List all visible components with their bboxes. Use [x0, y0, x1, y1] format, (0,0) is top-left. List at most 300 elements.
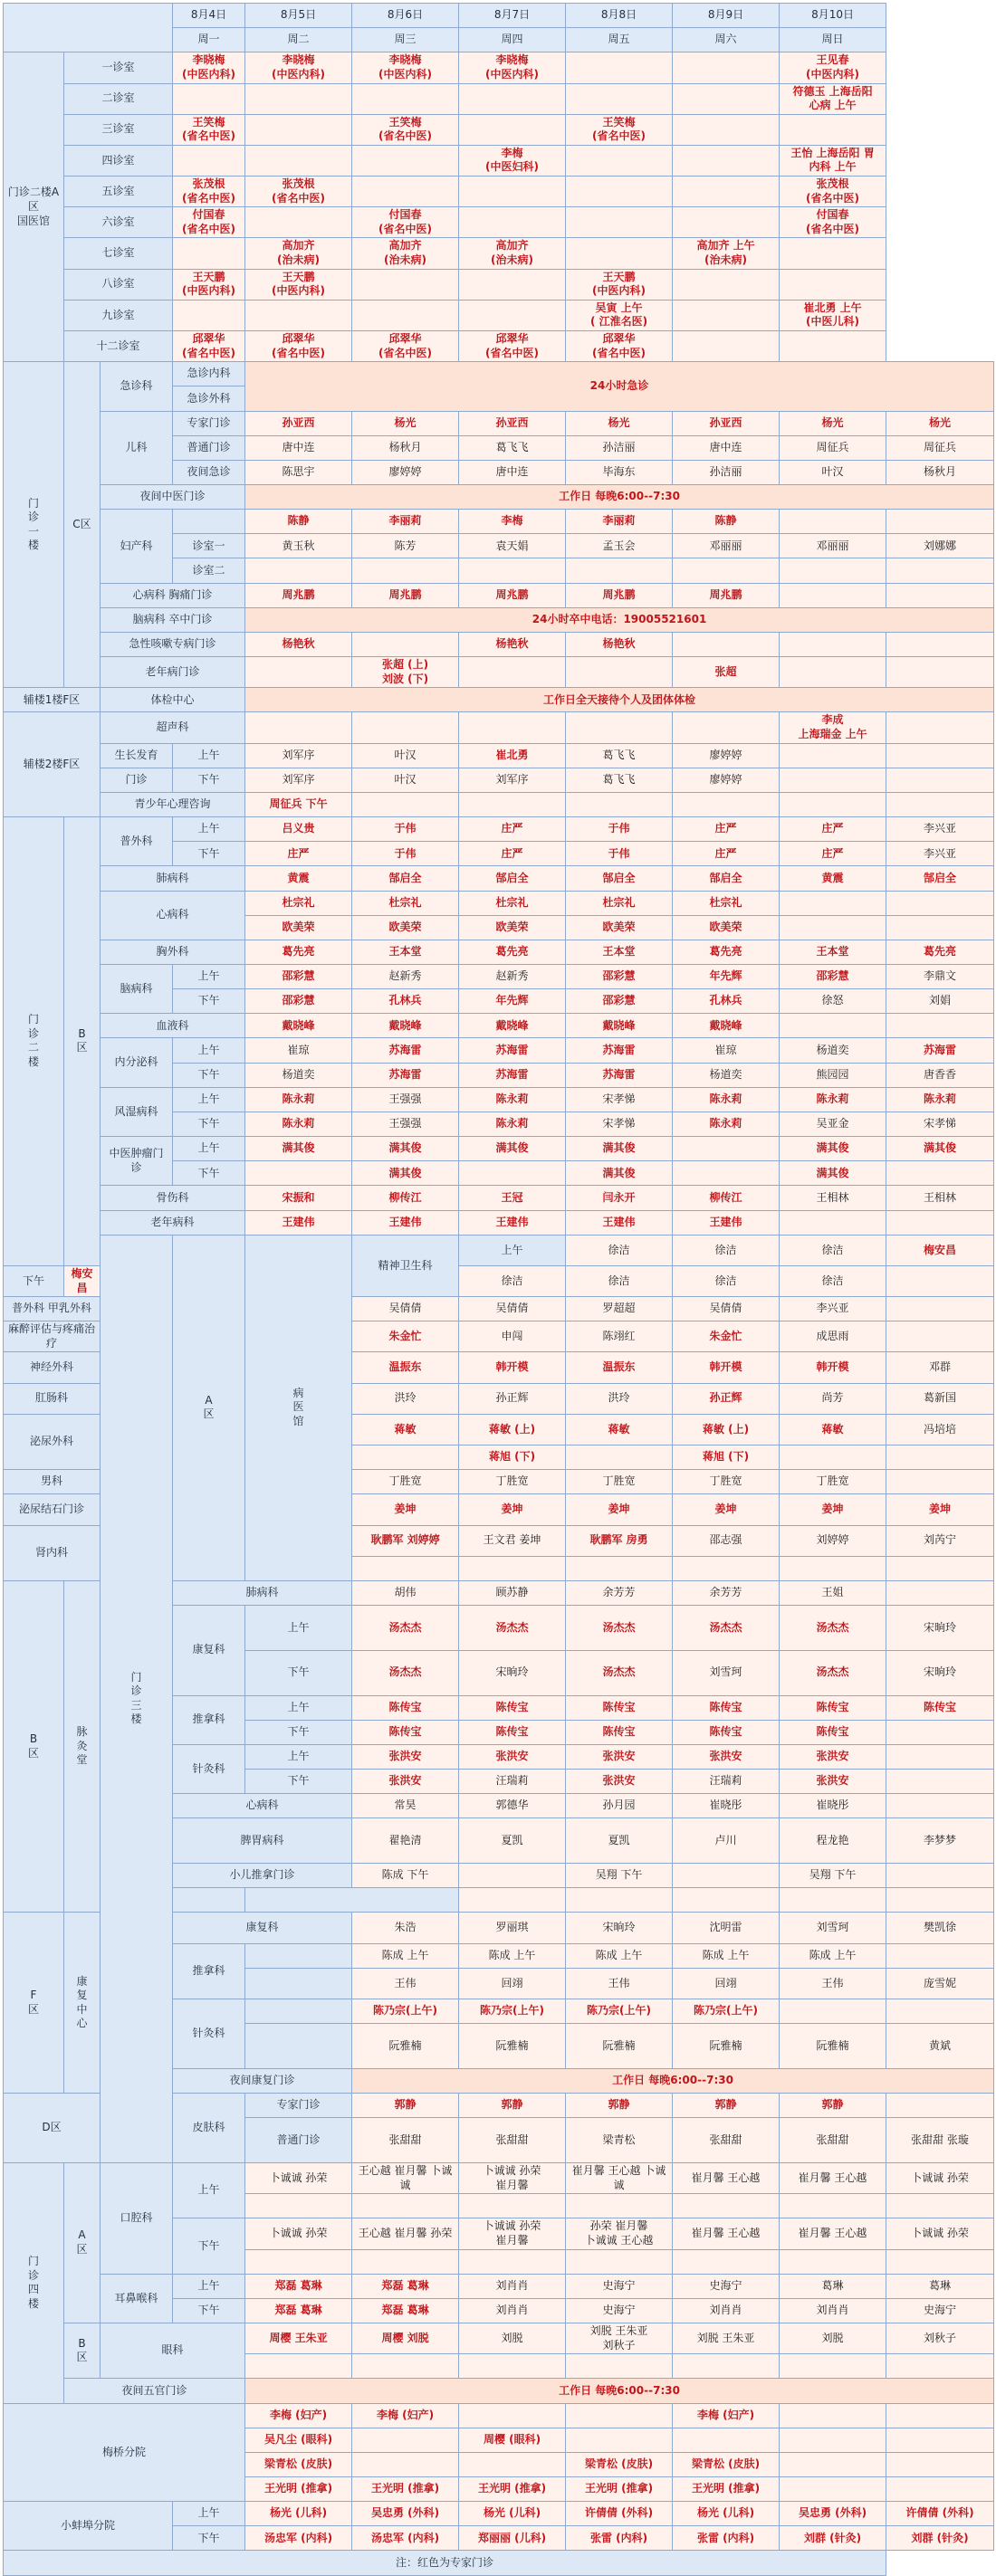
schedule-cell: 余芳芳 [566, 1580, 673, 1605]
schedule-cell [780, 891, 886, 915]
schedule-cell [245, 83, 352, 114]
schedule-cell: 王光明 (推拿) [352, 2476, 459, 2501]
schedule-cell [673, 1556, 780, 1580]
schedule-cell: 于伟 [566, 842, 673, 866]
schedule-cell: 袁天娟 [459, 534, 566, 558]
schedule-cell: 邵彩慧 [566, 965, 673, 989]
schedule-cell: 陈静 [245, 510, 352, 534]
schedule-cell: 邱翠华 (省名中医) [566, 331, 673, 362]
table-row [4, 607, 994, 632]
table-row [4, 891, 994, 915]
department-label-cell: 超声科 [101, 712, 245, 743]
schedule-cell: 王文君 姜坤 [459, 1525, 566, 1556]
department-label-cell: 上午 [173, 743, 245, 768]
schedule-cell [886, 1864, 994, 1888]
schedule-cell [459, 1888, 566, 1913]
schedule-cell: 卢川 [673, 1818, 780, 1864]
schedule-cell: 蒋敏 [780, 1414, 886, 1445]
schedule-cell: 欧美荣 [566, 915, 673, 940]
schedule-cell: 郑磊 葛琳 [245, 2274, 352, 2298]
schedule-cell: 丁胜宽 [459, 1470, 566, 1494]
schedule-cell: 王姐 [780, 1580, 886, 1605]
department-label-cell: 男科 [4, 1470, 101, 1494]
schedule-cell: 韩开模 [459, 1352, 566, 1383]
schedule-cell: 24小时急诊 [245, 362, 994, 411]
schedule-cell: 刘群 (针灸) [886, 2526, 994, 2551]
schedule-cell: 王笑梅 (省名中医) [173, 114, 245, 145]
schedule-cell [245, 207, 352, 238]
schedule-cell: 张洪安 [352, 1770, 459, 1794]
schedule-cell: 戴晓峰 [352, 1014, 459, 1038]
schedule-cell: 刘秋子 [886, 2323, 994, 2354]
schedule-cell [780, 2428, 886, 2452]
schedule-cell [245, 2354, 352, 2379]
department-label-cell: 小蚌埠分院 [4, 2502, 173, 2551]
schedule-cell: 陈永莉 [245, 1111, 352, 1136]
schedule-cell: 苏海雷 [352, 1063, 459, 1087]
department-label-cell: 门诊 [101, 768, 173, 792]
department-label-cell: 夜间中医门诊 [101, 484, 245, 509]
schedule-cell [566, 657, 673, 688]
schedule-cell [886, 1556, 994, 1580]
schedule-cell [566, 2428, 673, 2452]
department-label-cell: 七诊室 [64, 238, 173, 269]
schedule-cell: 王天鹏 (中医内科) [245, 269, 352, 300]
schedule-cell: 杨艳秋 [459, 632, 566, 656]
schedule-cell [352, 177, 459, 207]
schedule-cell [352, 269, 459, 300]
schedule-cell: 孙月园 [566, 1794, 673, 1818]
department-label-cell: 上午 [173, 2274, 245, 2298]
department-label-cell [173, 510, 245, 534]
schedule-cell [673, 1888, 780, 1913]
department-label-cell: 上午 [173, 1087, 245, 1111]
schedule-cell: 杨秋月 [886, 460, 994, 484]
schedule-cell: 张洪安 [459, 1744, 566, 1769]
department-label-cell: 泌尿外科 [4, 1414, 101, 1469]
table-row [4, 1087, 994, 1111]
department-label-cell: 上午 [173, 817, 245, 842]
schedule-cell [886, 891, 994, 915]
schedule-cell [673, 177, 780, 207]
department-label-cell: 门 诊 一 楼 [4, 362, 64, 688]
schedule-cell: 满其俊 [886, 1137, 994, 1161]
schedule-cell: 李兴亚 [780, 1297, 886, 1321]
table-row [4, 300, 994, 330]
table-row [4, 331, 994, 362]
schedule-cell: 柳传江 [673, 1186, 780, 1210]
schedule-cell [566, 1888, 673, 1913]
schedule-cell: 孔林兵 [673, 989, 780, 1014]
schedule-cell [352, 632, 459, 656]
schedule-cell: 陈传宝 [566, 1695, 673, 1720]
department-label-cell: 下午 [173, 1161, 245, 1186]
schedule-cell: 姜坤 [352, 1494, 459, 1525]
department-label-cell: 下午 [4, 1265, 64, 1296]
schedule-cell: 崔月馨 王心越 [673, 2163, 780, 2194]
schedule-cell [780, 2354, 886, 2379]
schedule-cell: 汪瑞莉 [673, 1770, 780, 1794]
schedule-cell [459, 2249, 566, 2274]
schedule-cell: 杨道奕 [673, 1063, 780, 1087]
table-row [4, 2163, 994, 2194]
department-label-cell: 肛肠科 [4, 1383, 101, 1414]
schedule-cell: 赵新秀 [352, 965, 459, 989]
schedule-cell: 邵彩慧 [566, 989, 673, 1014]
schedule-cell [886, 792, 994, 816]
schedule-cell: 王本堂 [566, 940, 673, 964]
department-label-cell: 病 医 馆 [245, 1235, 352, 1580]
department-label-cell: 普外科 [101, 817, 173, 866]
schedule-cell: 温振东 [352, 1352, 459, 1383]
schedule-cell: 廖婷婷 [673, 768, 780, 792]
department-label-cell: 精神卫生科 [352, 1235, 459, 1296]
schedule-cell: 付国春 (省名中医) [173, 207, 245, 238]
department-label-cell: 下午 [173, 2218, 245, 2274]
department-label-cell: 小儿推拿门诊 [173, 1864, 352, 1888]
schedule-cell [886, 2403, 994, 2428]
department-label-cell: 下午 [245, 1720, 352, 1744]
schedule-cell: 郑磊 葛琳 [352, 2298, 459, 2323]
schedule-cell: 杜宗礼 [352, 891, 459, 915]
schedule-cell: 李梅 (妇产) [245, 2403, 352, 2428]
table-row [4, 817, 994, 842]
schedule-cell: 郭德华 [459, 1794, 566, 1818]
schedule-cell: 邓群 [886, 1352, 994, 1383]
schedule-cell [780, 510, 886, 534]
department-label-cell: 耳鼻喉科 [101, 2274, 173, 2323]
schedule-cell: 杨秋月 [352, 435, 459, 460]
department-label-cell: 夜间急诊 [173, 460, 245, 484]
schedule-cell: 余芳芳 [673, 1580, 780, 1605]
schedule-cell: 年先辉 [459, 989, 566, 1014]
department-label-cell: 血液科 [101, 1014, 245, 1038]
schedule-cell: 罗丽琪 [459, 1913, 566, 1943]
schedule-cell [566, 792, 673, 816]
schedule-cell: 刘脱 王朱亚 刘秋子 [566, 2323, 673, 2354]
department-label-cell: 心病科 胸痛门诊 [101, 583, 245, 607]
schedule-cell: 年先辉 [673, 965, 780, 989]
table-row [4, 940, 994, 964]
schedule-cell: 郜启全 [352, 866, 459, 891]
schedule-cell [780, 238, 886, 269]
schedule-cell: 庄严 [459, 842, 566, 866]
schedule-cell: 王建伟 [245, 1210, 352, 1235]
department-label-cell: 中医肿瘤门 诊 [101, 1137, 173, 1186]
schedule-cell: 许倩倩 (外科) [566, 2502, 673, 2526]
schedule-cell [566, 207, 673, 238]
schedule-cell: 高加齐 (治未病) [352, 238, 459, 269]
schedule-cell: 24小时卒中电话：19005521601 [245, 607, 994, 632]
header-cell: 周三 [352, 28, 459, 52]
schedule-cell: 徐洁 [780, 1235, 886, 1265]
table-row [4, 145, 994, 176]
department-label-cell: 生长发育 [101, 743, 173, 768]
table-row [4, 177, 994, 207]
department-label-cell: 上午 [245, 1695, 352, 1720]
department-label-cell: 下午 [173, 842, 245, 866]
schedule-cell: 孙正辉 [673, 1383, 780, 1414]
department-label-cell: 心病科 [101, 891, 245, 940]
schedule-cell: 张甜甜 [780, 2118, 886, 2163]
schedule-cell [673, 207, 780, 238]
schedule-cell: 吴倩倩 [352, 1297, 459, 1321]
schedule-cell: 史海宁 [673, 2274, 780, 2298]
schedule-cell: 庞雪妮 [886, 1968, 994, 1999]
schedule-cell: 叶汉 [352, 768, 459, 792]
schedule-cell: 周兆鹏 [566, 583, 673, 607]
department-label-cell: 下午 [173, 768, 245, 792]
schedule-cell: 葛飞飞 [459, 435, 566, 460]
schedule-cell: 汤杰杰 [566, 1606, 673, 1651]
schedule-cell [173, 83, 245, 114]
schedule-cell: 柳传江 [352, 1186, 459, 1210]
schedule-cell: 徐洁 [459, 1265, 566, 1296]
schedule-cell [673, 2354, 780, 2379]
department-label-cell: 眼科 [101, 2323, 245, 2379]
schedule-cell: 王冠 [459, 1186, 566, 1210]
schedule-cell: 周樱 刘脱 [352, 2323, 459, 2354]
schedule-cell: 付国春 (省名中医) [352, 207, 459, 238]
schedule-cell: 翟艳清 [352, 1818, 459, 1864]
schedule-cell: 孙亚西 [245, 411, 352, 435]
schedule-cell: 蒋敏 (上) [459, 1414, 566, 1445]
schedule-cell: 张茂根 (省名中医) [173, 177, 245, 207]
schedule-cell: 李丽莉 [566, 510, 673, 534]
schedule-cell: 满其俊 [352, 1161, 459, 1186]
schedule-cell: 葛琳 [780, 2274, 886, 2298]
schedule-cell: 汤忠军 (内科) [245, 2526, 352, 2551]
schedule-cell: 邱翠华 (省名中医) [245, 331, 352, 362]
schedule-cell: 戴晓峰 [673, 1014, 780, 1038]
department-label-cell: 下午 [173, 2526, 245, 2551]
schedule-cell [673, 52, 780, 83]
schedule-cell [245, 1161, 352, 1186]
schedule-cell: 唐香香 [886, 1063, 994, 1087]
schedule-cell: 赵新秀 [459, 965, 566, 989]
department-label-cell: 六诊室 [64, 207, 173, 238]
schedule-cell: 黄玉秋 [245, 534, 352, 558]
schedule-cell: 陈成 上午 [780, 1943, 886, 1968]
schedule-cell: 梅安昌 [64, 1265, 101, 1296]
schedule-cell [780, 2249, 886, 2274]
schedule-cell [780, 2476, 886, 2501]
department-label-cell: 肺病科 [101, 866, 245, 891]
schedule-cell [886, 1445, 994, 1470]
schedule-cell: 庄严 [780, 817, 886, 842]
schedule-cell: 陈永莉 [459, 1111, 566, 1136]
department-label-cell: 门 诊 二 楼 [4, 817, 64, 1266]
schedule-cell: 邱翠华 (省名中医) [352, 331, 459, 362]
table-row [4, 712, 994, 743]
schedule-cell: 刘脱 [780, 2323, 886, 2354]
schedule-cell [352, 300, 459, 330]
department-label-cell: 四诊室 [64, 145, 173, 176]
schedule-cell: 许倩倩 (外科) [886, 2502, 994, 2526]
schedule-cell: 汤忠军 (内科) [352, 2526, 459, 2551]
schedule-cell [459, 177, 566, 207]
schedule-cell [352, 2428, 459, 2452]
schedule-cell [673, 1161, 780, 1186]
table-row [4, 768, 994, 792]
schedule-cell: 吴忠勇 (外科) [780, 2502, 886, 2526]
schedule-cell [780, 792, 886, 816]
schedule-cell: 满其俊 [780, 1161, 886, 1186]
table-row [4, 114, 994, 145]
schedule-cell: 工作日全天接待个人及团体体检 [245, 688, 994, 712]
department-label-cell: 康复科 [173, 1606, 245, 1696]
schedule-cell: 陈永莉 [459, 1087, 566, 1111]
schedule-cell: 张甜甜 [673, 2118, 780, 2163]
schedule-cell: 李晓梅 (中医内科) [352, 52, 459, 83]
schedule-cell: 蒋敏 (上) [673, 1414, 780, 1445]
schedule-cell [459, 792, 566, 816]
schedule-cell: 欧美荣 [673, 915, 780, 940]
schedule-cell: 汤杰杰 [673, 1606, 780, 1651]
schedule-cell: 黄震 [245, 866, 352, 891]
table-row [4, 4, 994, 28]
schedule-cell: 梁青松 [566, 2118, 673, 2163]
department-label-cell: 下午 [245, 1770, 352, 1794]
schedule-cell: 周征兵 [780, 435, 886, 460]
schedule-cell: 崔北勇 [459, 743, 566, 768]
schedule-cell: 陈永莉 [245, 1087, 352, 1111]
department-label-cell: 心病科 [173, 1794, 352, 1818]
schedule-cell: 孙洁丽 [673, 460, 780, 484]
schedule-cell [173, 238, 245, 269]
schedule-cell [352, 792, 459, 816]
department-label-cell: 推拿科 [173, 1943, 245, 1999]
schedule-cell [780, 1445, 886, 1470]
table-row [4, 1235, 994, 1265]
schedule-cell [352, 2354, 459, 2379]
schedule-cell: 刘雪珂 [673, 1650, 780, 1695]
schedule-cell [886, 1321, 994, 1352]
schedule-cell: 郑磊 葛琳 [352, 2274, 459, 2298]
schedule-cell: 于伟 [352, 817, 459, 842]
schedule-cell: 杜宗礼 [566, 891, 673, 915]
schedule-cell [566, 83, 673, 114]
department-label-cell: 下午 [173, 2298, 245, 2323]
schedule-cell [780, 915, 886, 940]
schedule-cell [780, 1014, 886, 1038]
header-cell: 周四 [459, 28, 566, 52]
schedule-cell: 陈传宝 [459, 1720, 566, 1744]
schedule-cell: 李晓梅 (中医内科) [173, 52, 245, 83]
schedule-cell [459, 1161, 566, 1186]
schedule-cell: 王本堂 [352, 940, 459, 964]
schedule-cell: 阮雅楠 [459, 2024, 566, 2069]
header-cell: 周二 [245, 28, 352, 52]
table-row [4, 792, 994, 816]
table-row [4, 362, 994, 386]
schedule-cell: 李成 上海瑞金 上午 [780, 712, 886, 743]
schedule-cell: 杨光 [352, 411, 459, 435]
department-label-cell: 体检中心 [101, 688, 245, 712]
schedule-cell [673, 2249, 780, 2274]
schedule-cell: 宋晌玲 [566, 1913, 673, 1943]
schedule-cell [673, 712, 780, 743]
schedule-cell [780, 269, 886, 300]
schedule-cell: 宋晌玲 [886, 1606, 994, 1651]
schedule-cell: 周征兵 下午 [245, 792, 352, 816]
schedule-cell: 苏海雷 [886, 1038, 994, 1063]
schedule-cell: 樊凯徐 [886, 1913, 994, 1943]
schedule-cell: 刘娟 [886, 989, 994, 1014]
table-row [4, 2551, 994, 2575]
schedule-cell: 李梅 (妇产) [673, 2403, 780, 2428]
schedule-cell: 郜启全 [886, 866, 994, 891]
schedule-cell: 梅安昌 [886, 1235, 994, 1265]
schedule-cell [245, 657, 352, 688]
schedule-cell [886, 1943, 994, 1968]
schedule-cell: 朱金忙 [673, 1321, 780, 1352]
schedule-cell: 王光明 (推拿) [566, 2476, 673, 2501]
schedule-cell [459, 2403, 566, 2428]
schedule-cell: 李梅 (妇产) [352, 2403, 459, 2428]
department-label-cell: 诊室二 [173, 558, 245, 583]
department-label-cell: 风湿病科 [101, 1087, 173, 1136]
schedule-cell: 苏海雷 [459, 1063, 566, 1087]
schedule-cell: 刘脱 王朱亚 [673, 2323, 780, 2354]
schedule-cell: 程龙艳 [780, 1818, 886, 1864]
schedule-cell: 陈永莉 [780, 1087, 886, 1111]
schedule-cell: 葛先亮 [886, 940, 994, 964]
department-label-cell: C区 [64, 362, 101, 688]
schedule-cell: 吕义贵 [245, 817, 352, 842]
department-label-cell: B 区 [64, 817, 101, 1266]
schedule-cell: 朱金忙 [352, 1321, 459, 1352]
schedule-cell: 顾苏静 [459, 1580, 566, 1605]
schedule-cell: 陈翊红 [566, 1321, 673, 1352]
schedule-cell: 孙正辉 [459, 1383, 566, 1414]
schedule-cell: 张雷 (内科) [673, 2526, 780, 2551]
schedule-cell: 夏凯 [566, 1818, 673, 1864]
schedule-cell: 王光明 (推拿) [459, 2476, 566, 2501]
header-cell: 周六 [673, 28, 780, 52]
schedule-cell: 王相林 [886, 1186, 994, 1210]
schedule-cell: 姜坤 [673, 1494, 780, 1525]
schedule-cell [245, 2194, 352, 2218]
schedule-cell: 宋晌玲 [459, 1650, 566, 1695]
department-label-cell: 康 复 中 心 [64, 1913, 101, 2094]
schedule-cell: 蒋旭 (下) [673, 1445, 780, 1470]
schedule-cell: 成思雨 [780, 1321, 886, 1352]
schedule-cell: 陈思宇 [245, 460, 352, 484]
clinic-schedule-table [3, 3, 994, 2576]
department-label-cell: 上午 [173, 2502, 245, 2526]
schedule-cell: 丁胜宽 [780, 1470, 886, 1494]
department-label-cell [245, 1999, 352, 2023]
schedule-cell [886, 2428, 994, 2452]
schedule-cell: 李鼎文 [886, 965, 994, 989]
department-label-cell: 妇产科 [101, 510, 173, 583]
schedule-cell: 周樱 (眼科) [459, 2428, 566, 2452]
department-label-cell: 推拿科 [173, 1695, 245, 1744]
table-row [4, 2379, 994, 2403]
schedule-cell: 吴翔 下午 [566, 1864, 673, 1888]
schedule-cell: 王笑梅 (省名中医) [352, 114, 459, 145]
table-row [4, 743, 994, 768]
header-cell: 8月10日 [780, 4, 886, 28]
department-label-cell [245, 1888, 459, 1913]
schedule-cell [886, 1161, 994, 1186]
schedule-cell: 张洪安 [780, 1744, 886, 1769]
schedule-cell: 刘军序 [245, 768, 352, 792]
schedule-cell: 崔琼 [245, 1038, 352, 1063]
schedule-cell [673, 83, 780, 114]
department-label-cell: B 区 [64, 2323, 101, 2379]
